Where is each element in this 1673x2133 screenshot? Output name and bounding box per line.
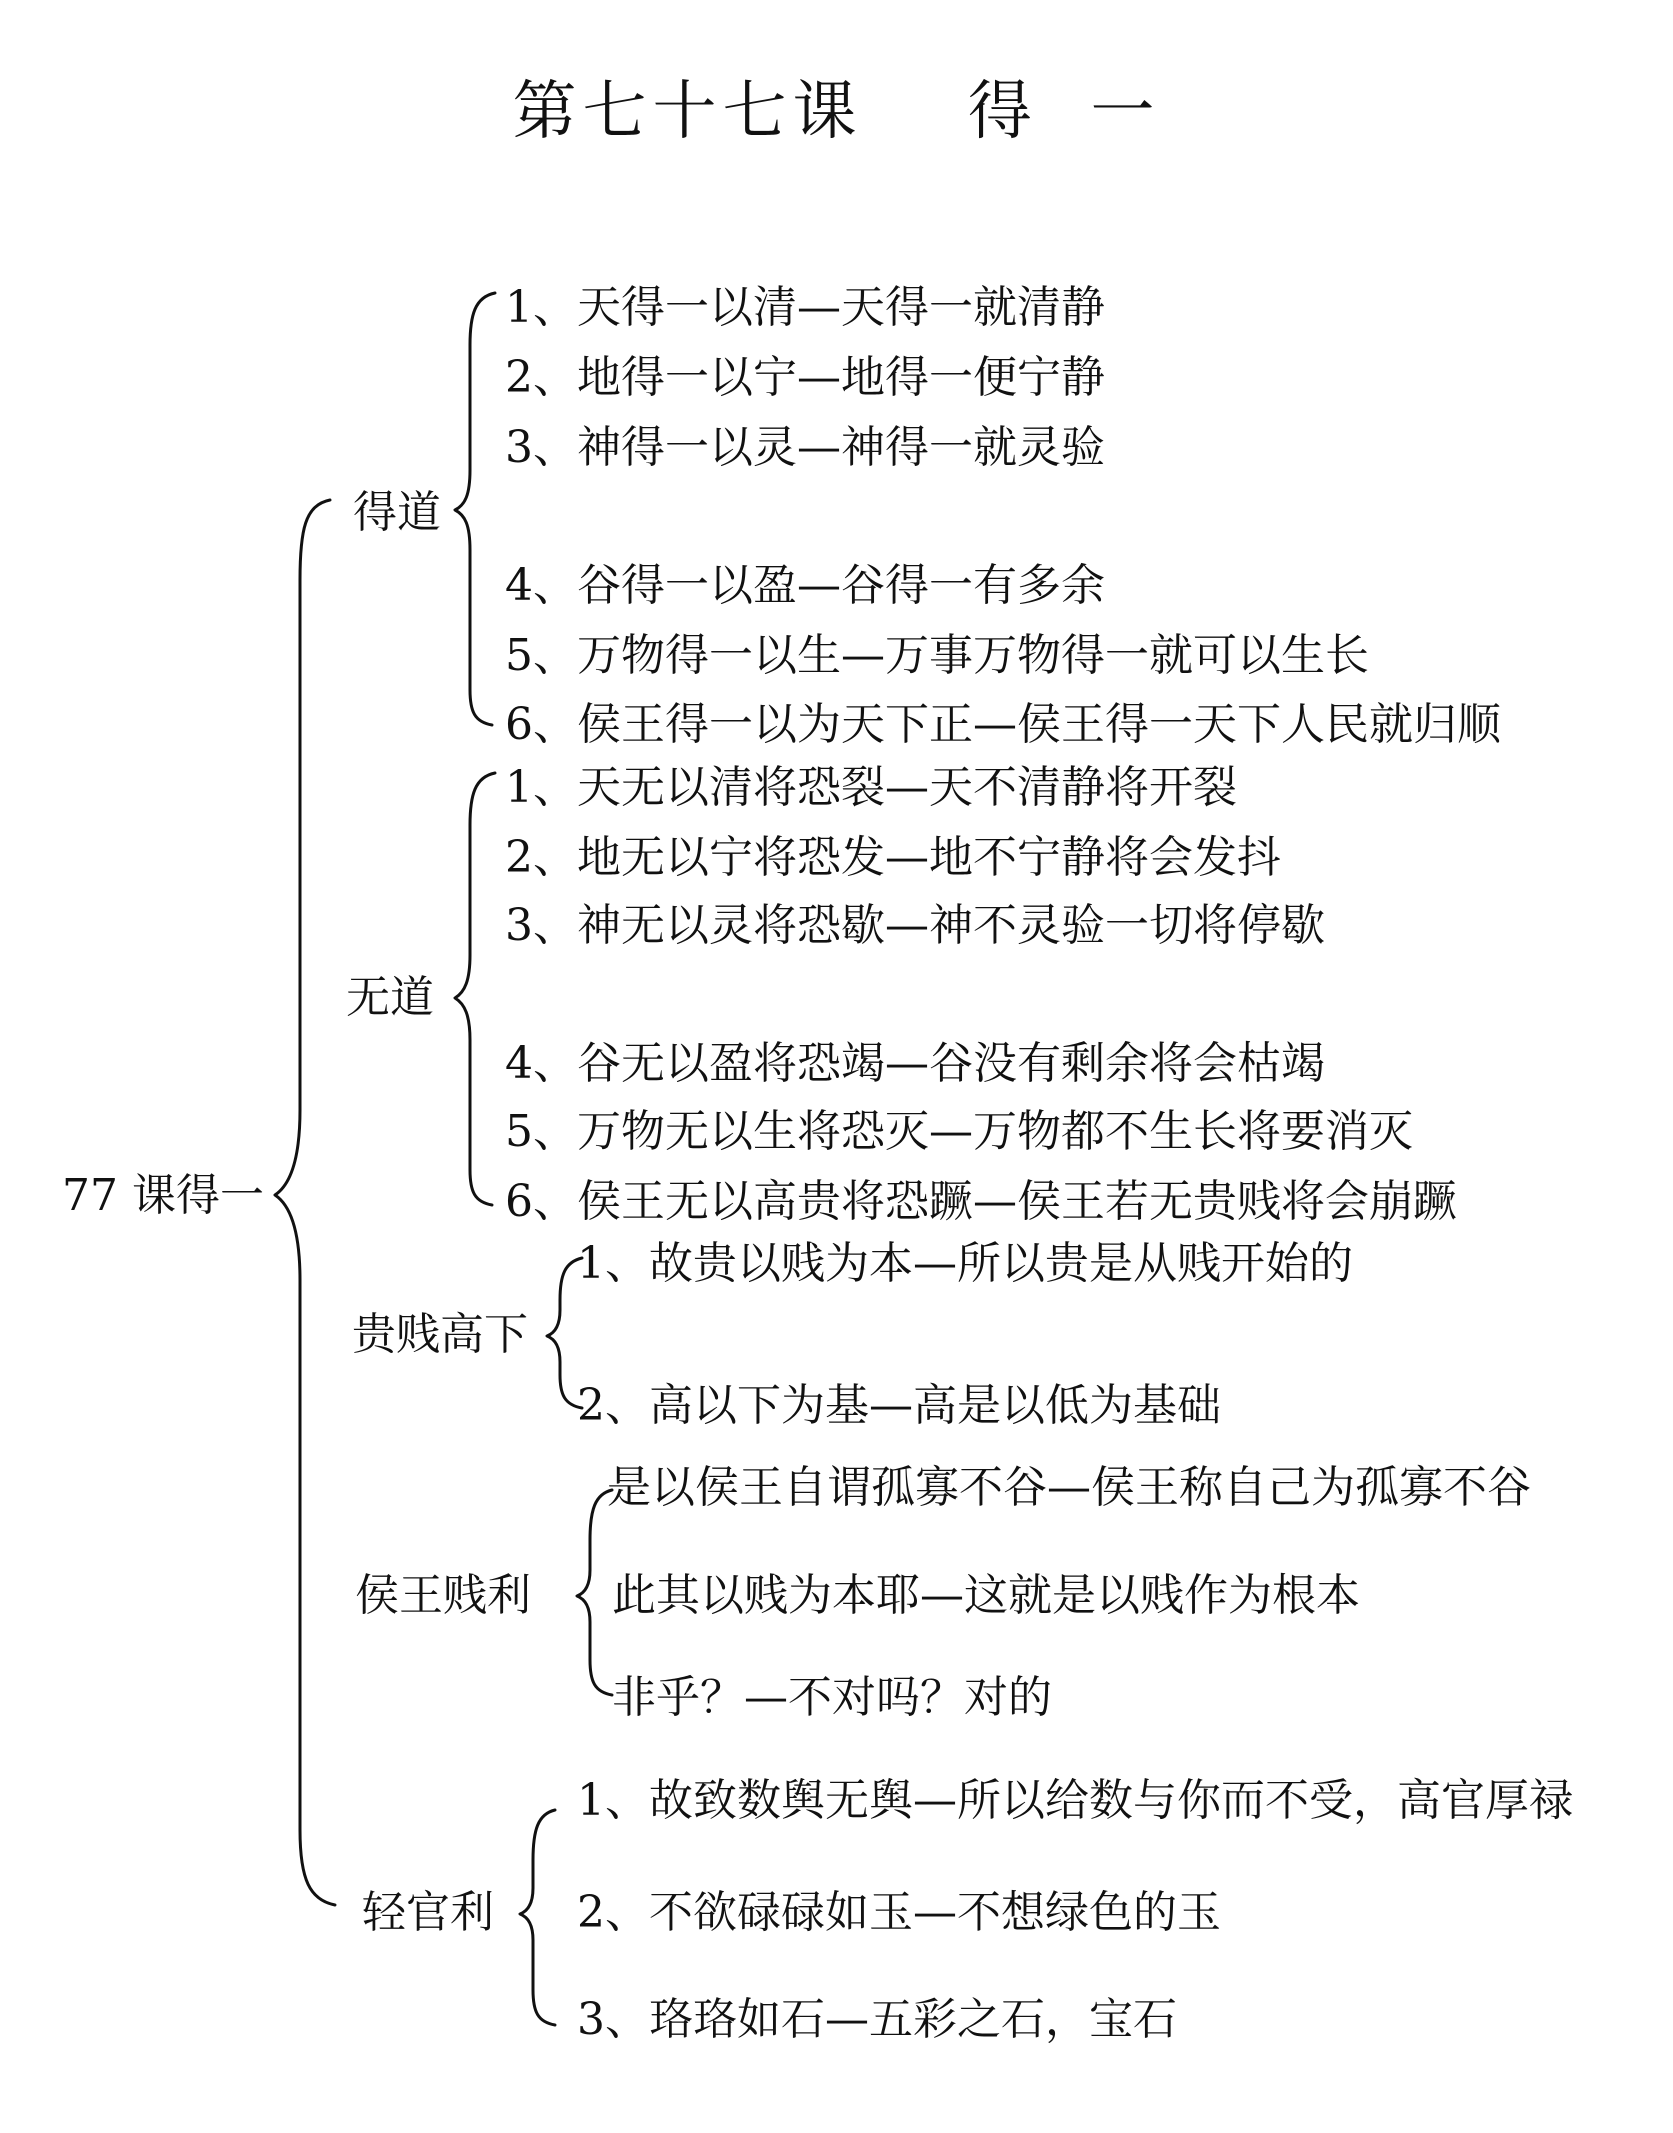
wudao-item-4: 4、谷无以盈将恐竭—谷没有剩余将会枯竭 <box>505 1038 1325 1089</box>
dedao-item-5: 5、万物得一以生—万事万物得一就可以生长 <box>505 630 1369 681</box>
branch-label-dedao: 得道 <box>353 487 441 538</box>
root-brace <box>275 500 335 1905</box>
branch-label-houwang: 侯王贱利 <box>355 1570 531 1621</box>
dedao-item-1: 1、天得一以清—天得一就清静 <box>505 282 1105 333</box>
houwang-item-1: 是以侯王自谓孤寡不谷—侯王称自己为孤寡不谷 <box>607 1462 1531 1513</box>
branch-brace-wudao <box>455 773 495 1205</box>
branch-label-guijian: 贵贱高下 <box>352 1309 528 1360</box>
qingguan-item-2: 2、不欲碌碌如玉—不想绿色的玉 <box>577 1887 1221 1938</box>
branch-brace-qingguan <box>520 1810 555 2025</box>
wudao-item-5: 5、万物无以生将恐灭—万物都不生长将要消灭 <box>505 1106 1413 1157</box>
houwang-item-2: 此其以贱为本耶—这就是以贱作为根本 <box>612 1570 1360 1621</box>
wudao-item-2: 2、地无以宁将恐发—地不宁静将会发抖 <box>505 832 1281 883</box>
dedao-item-6: 6、侯王得一以为天下正—侯王得一天下人民就归顺 <box>505 699 1501 750</box>
lesson-title: 第七十七课 得 一 <box>512 75 1161 149</box>
wudao-item-1: 1、天无以清将恐裂—天不清静将开裂 <box>505 762 1237 813</box>
wudao-item-6: 6、侯王无以高贵将恐蹶—侯王若无贵贱将会崩蹶 <box>505 1176 1457 1227</box>
branch-label-wudao: 无道 <box>346 972 434 1023</box>
qingguan-item-1: 1、故致数舆无舆—所以给数与你而不受，高官厚禄 <box>577 1775 1573 1826</box>
houwang-item-3: 非乎？—不对吗？对的 <box>612 1672 1052 1723</box>
branch-brace-dedao <box>455 293 495 725</box>
dedao-item-2: 2、地得一以宁—地得一便宁静 <box>505 352 1105 403</box>
branch-label-qingguan: 轻官利 <box>362 1887 494 1938</box>
dedao-item-3: 3、神得一以灵—神得一就灵验 <box>505 422 1105 473</box>
guijian-item-2: 2、高以下为基—高是以低为基础 <box>577 1380 1221 1431</box>
dedao-item-4: 4、谷得一以盈—谷得一有多余 <box>505 560 1105 611</box>
wudao-item-3: 3、神无以灵将恐歇—神不灵验一切将停歇 <box>505 900 1325 951</box>
root-label: 77 课得一 <box>62 1170 264 1221</box>
guijian-item-1: 1、故贵以贱为本—所以贵是从贱开始的 <box>577 1238 1353 1289</box>
branch-brace-houwang <box>577 1490 612 1695</box>
qingguan-item-3: 3、珞珞如石—五彩之石，宝石 <box>577 1994 1177 2045</box>
